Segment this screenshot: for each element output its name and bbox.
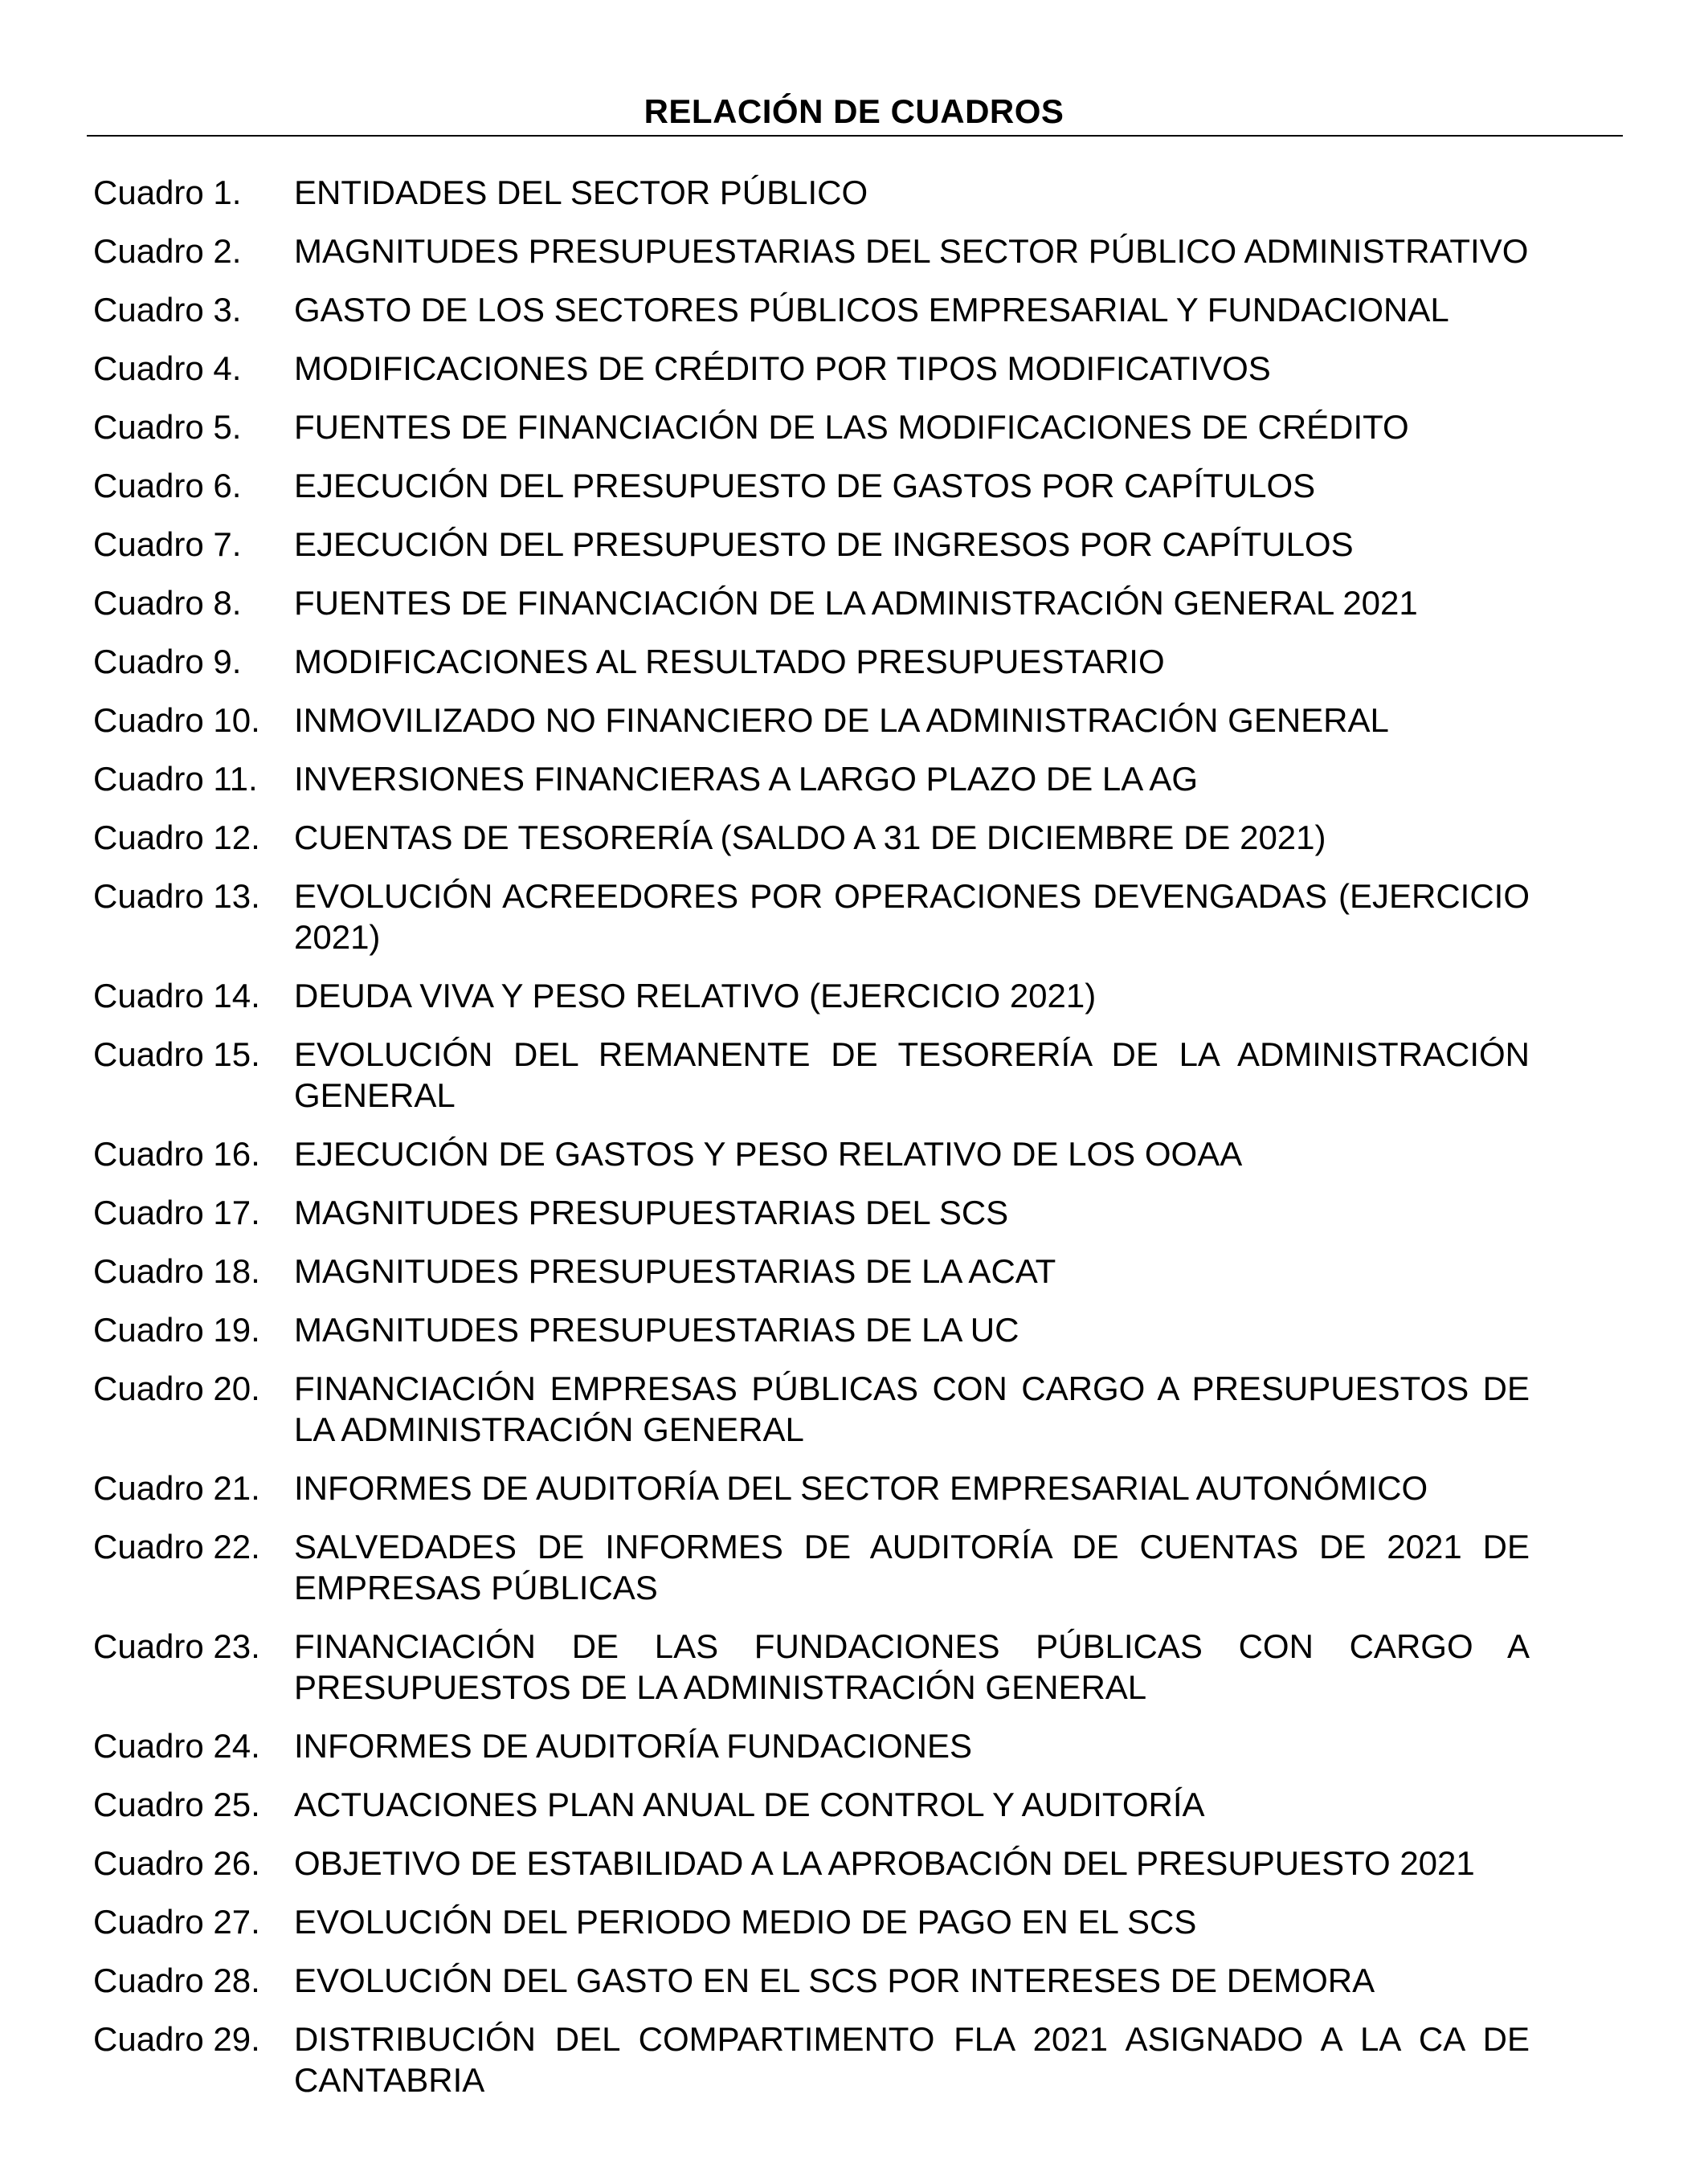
entry-label: Cuadro 4. [93,349,242,387]
list-item [93,1251,1530,1292]
entry-title: INFORMES DE AUDITORÍA DEL SECTOR EMPRESARIAL AUTONÓMICO [294,1469,1428,1507]
entry-label: Cuadro 6. [93,467,242,504]
entry-title: EVOLUCIÓN DEL PERIODO MEDIO DE PAGO EN EL SCS [294,1903,1197,1941]
list-item [93,1843,1530,1884]
list-item [93,289,1530,330]
list-item [93,817,1530,858]
list-item [93,524,1530,565]
list-item [93,172,1530,213]
entry-title: EVOLUCIÓN DEL REMANENTE DE TESORERÍA DE LA ADMINISTRACIÓN GENERAL [294,1035,1530,1114]
entry-title: FINANCIACIÓN EMPRESAS PÚBLICAS CON CARGO A PRESUPUESTOS DE LA ADMINISTRACIÓN GENERAL [294,1370,1530,1448]
entry-label: Cuadro 21. [93,1469,260,1507]
entry-title: SALVEDADES DE INFORMES DE AUDITORÍA DE CUENTAS DE 2021 DE EMPRESAS PÚBLICAS [294,1528,1530,1606]
entry-label: Cuadro 26. [93,1844,260,1882]
entry-label: Cuadro 22. [93,1528,260,1566]
list-item [93,1309,1530,1350]
entry-title: INMOVILIZADO NO FINANCIERO DE LA ADMINISTRACIÓN GENERAL [294,701,1389,739]
list-item [93,758,1530,799]
entry-title: EVOLUCIÓN ACREEDORES POR OPERACIONES DEVENGADAS (EJERCICIO 2021) [294,877,1530,956]
entry-title: DISTRIBUCIÓN DEL COMPARTIMENTO FLA 2021 ASIGNADO A LA CA DE CANTABRIA [294,2020,1530,2099]
entry-title: INFORMES DE AUDITORÍA FUNDACIONES [294,1727,972,1765]
title-divider [87,135,1623,137]
entry-title: INVERSIONES FINANCIERAS A LARGO PLAZO DE LA AG [294,760,1199,798]
entry-label: Cuadro 19. [93,1311,260,1349]
entry-title: MAGNITUDES PRESUPUESTARIAS DE LA ACAT [294,1252,1056,1290]
entry-title: MAGNITUDES PRESUPUESTARIAS DE LA UC [294,1311,1019,1349]
entry-title: MODIFICACIONES AL RESULTADO PRESUPUESTARIO [294,643,1165,680]
entry-title: MODIFICACIONES DE CRÉDITO POR TIPOS MODIFICATIVOS [294,349,1271,387]
entry-label: Cuadro 28. [93,1962,260,1999]
entry-label: Cuadro 15. [93,1035,260,1073]
list-item [93,1901,1530,1942]
entry-title: OBJETIVO DE ESTABILIDAD A LA APROBACIÓN DEL PRESUPUESTO 2021 [294,1844,1475,1882]
entry-label: Cuadro 18. [93,1252,260,1290]
entry-label: Cuadro 20. [93,1370,260,1407]
entry-title: EJECUCIÓN DEL PRESUPUESTO DE INGRESOS POR CAPÍTULOS [294,525,1354,563]
list-item [93,231,1530,271]
list-item [93,348,1530,389]
entry-label: Cuadro 1. [93,173,242,211]
entry-title: EJECUCIÓN DE GASTOS Y PESO RELATIVO DE LOS OOAA [294,1135,1243,1173]
list-item [93,406,1530,447]
entry-title: FUENTES DE FINANCIACIÓN DE LA ADMINISTRACIÓN GENERAL 2021 [294,584,1418,622]
entry-title: GASTO DE LOS SECTORES PÚBLICOS EMPRESARIAL Y FUNDACIONAL [294,291,1449,329]
entry-title: ENTIDADES DEL SECTOR PÚBLICO [294,173,868,211]
list-item [93,1526,1530,1608]
entry-label: Cuadro 29. [93,2020,260,2058]
entry-label: Cuadro 14. [93,977,260,1014]
list-item [93,465,1530,506]
list-item [93,1626,1530,1708]
entry-label: Cuadro 10. [93,701,260,739]
entry-label: Cuadro 9. [93,643,242,680]
entry-label: Cuadro 12. [93,818,260,856]
list-item [93,1034,1530,1116]
entry-title: EVOLUCIÓN DEL GASTO EN EL SCS POR INTERESES DE DEMORA [294,1962,1375,1999]
list-item [93,2019,1530,2100]
entry-label: Cuadro 23. [93,1627,260,1665]
entry-title: ACTUACIONES PLAN ANUAL DE CONTROL Y AUDITORÍA [294,1786,1205,1823]
entry-title: DEUDA VIVA Y PESO RELATIVO (EJERCICIO 2021) [294,977,1097,1014]
entry-label: Cuadro 8. [93,584,242,622]
entry-label: Cuadro 24. [93,1727,260,1765]
entry-title: CUENTAS DE TESORERÍA (SALDO A 31 DE DICIEMBRE DE 2021) [294,818,1326,856]
list-item [93,582,1530,623]
entry-label: Cuadro 25. [93,1786,260,1823]
entry-title: FUENTES DE FINANCIACIÓN DE LAS MODIFICACIONES DE CRÉDITO [294,408,1409,446]
list-item [93,876,1530,957]
list-item [93,1960,1530,2001]
entry-title: MAGNITUDES PRESUPUESTARIAS DEL SCS [294,1194,1009,1231]
list-item [93,700,1530,741]
entry-label: Cuadro 2. [93,232,242,270]
list-item [93,1192,1530,1233]
entry-title: MAGNITUDES PRESUPUESTARIAS DEL SECTOR PÚBLICO ADMINISTRATIVO [294,232,1529,270]
entry-title: EJECUCIÓN DEL PRESUPUESTO DE GASTOS POR CAPÍTULOS [294,467,1316,504]
list-item [93,641,1530,682]
entry-label: Cuadro 7. [93,525,242,563]
list-item [93,1368,1530,1450]
entry-label: Cuadro 5. [93,408,242,446]
entry-label: Cuadro 27. [93,1903,260,1941]
entry-label: Cuadro 13. [93,877,260,915]
page-title: RELACIÓN DE CUADROS [644,92,1064,130]
list-item [93,1725,1530,1766]
list-item [93,1468,1530,1508]
list-item [93,975,1530,1016]
table-of-tables-list [93,172,1530,2118]
entry-title: FINANCIACIÓN DE LAS FUNDACIONES PÚBLICAS CON CARGO A PRESUPUESTOS DE LA ADMINISTRACIÓN GENERAL [294,1627,1530,1706]
list-item [93,1133,1530,1174]
entry-label: Cuadro 3. [93,291,242,329]
entry-label: Cuadro 17. [93,1194,260,1231]
list-item [93,1784,1530,1825]
entry-label: Cuadro 16. [93,1135,260,1173]
entry-label: Cuadro 11. [93,760,258,798]
